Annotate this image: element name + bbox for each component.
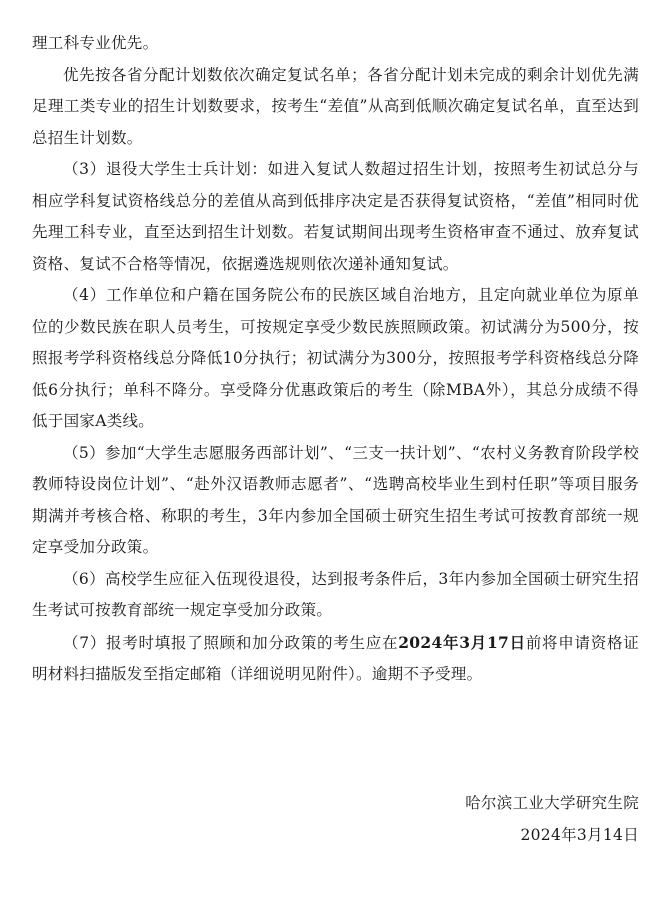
deadline-text-prefix: （7）报考时填报了照顾和加分政策的考生应在 (63, 633, 399, 652)
signature-date: 2024年3月14日 (520, 826, 639, 844)
paragraph-application-deadline (32, 627, 639, 691)
paragraph-volunteer-bonus: （5）参加“大学生志愿服务西部计划”、“三支一扶计划”、“农村义务教育阶段学校教师特设岗位计划”、“赴外汉语教师志愿者”、“选聘高校毕业生到村任职”等项目服务期满并考核合格、称职的考生，3年内参加全国硕士研究生招生考试可按教育部统一规定享受加分政策。 (32, 443, 639, 556)
paragraph-priority-rules: 优先按各省分配计划数依次确定复试名单；各省分配计划未完成的剩余计划优先满足理工类专业的招生计划数要求，按考生“差值”从高到低顺次确定复试名单，直至达到总招生计划数。 (32, 65, 639, 147)
paragraph-ethnic-minority-policy: （4）工作单位和户籍在国务院公布的民族区域自治地方，且定向就业单位为原单位的少数民族在职人员考生，可按规定享受少数民族照顾政策。初试满分为500分，按照报考学科资格线总分降低10分执行；初试满分为300分，按照报考学科资格线总分降低6分执行；单科不降分。享受降分优惠政策后的考生（除MBA外），其总分成绩不得低于国家A类线。 (32, 286, 639, 430)
paragraph-continuation: 理工科专业优先。 (32, 34, 159, 52)
paragraph-veteran-plan: （3）退役大学生士兵计划：如进入复试人数超过招生计划，按照考生初试总分与相应学科复试资格线总分的差值从高到低排序决定是否获得复试资格，“差值”相同时优先理工科专业，直至达到招生计划数。若复试期间出现考生资格审查不通过、放弃复试资格、复试不合格等情况，依据遴选规则依次递补通知复试。 (32, 160, 639, 273)
deadline-date: 2024年3月17日 (398, 632, 526, 652)
deadline-text-suffix: 前将申请资格证明材料扫描版发至指定邮箱（详细说明见附件）。逾期不予受理。 (32, 633, 639, 683)
signature-organization: 哈尔滨工业大学研究生院 (465, 794, 639, 812)
paragraph-military-bonus: （6）高校学生应征入伍现役退役，达到报考条件后，3年内参加全国硕士研究生招生考试可按教育部统一规定享受加分政策。 (32, 569, 639, 619)
